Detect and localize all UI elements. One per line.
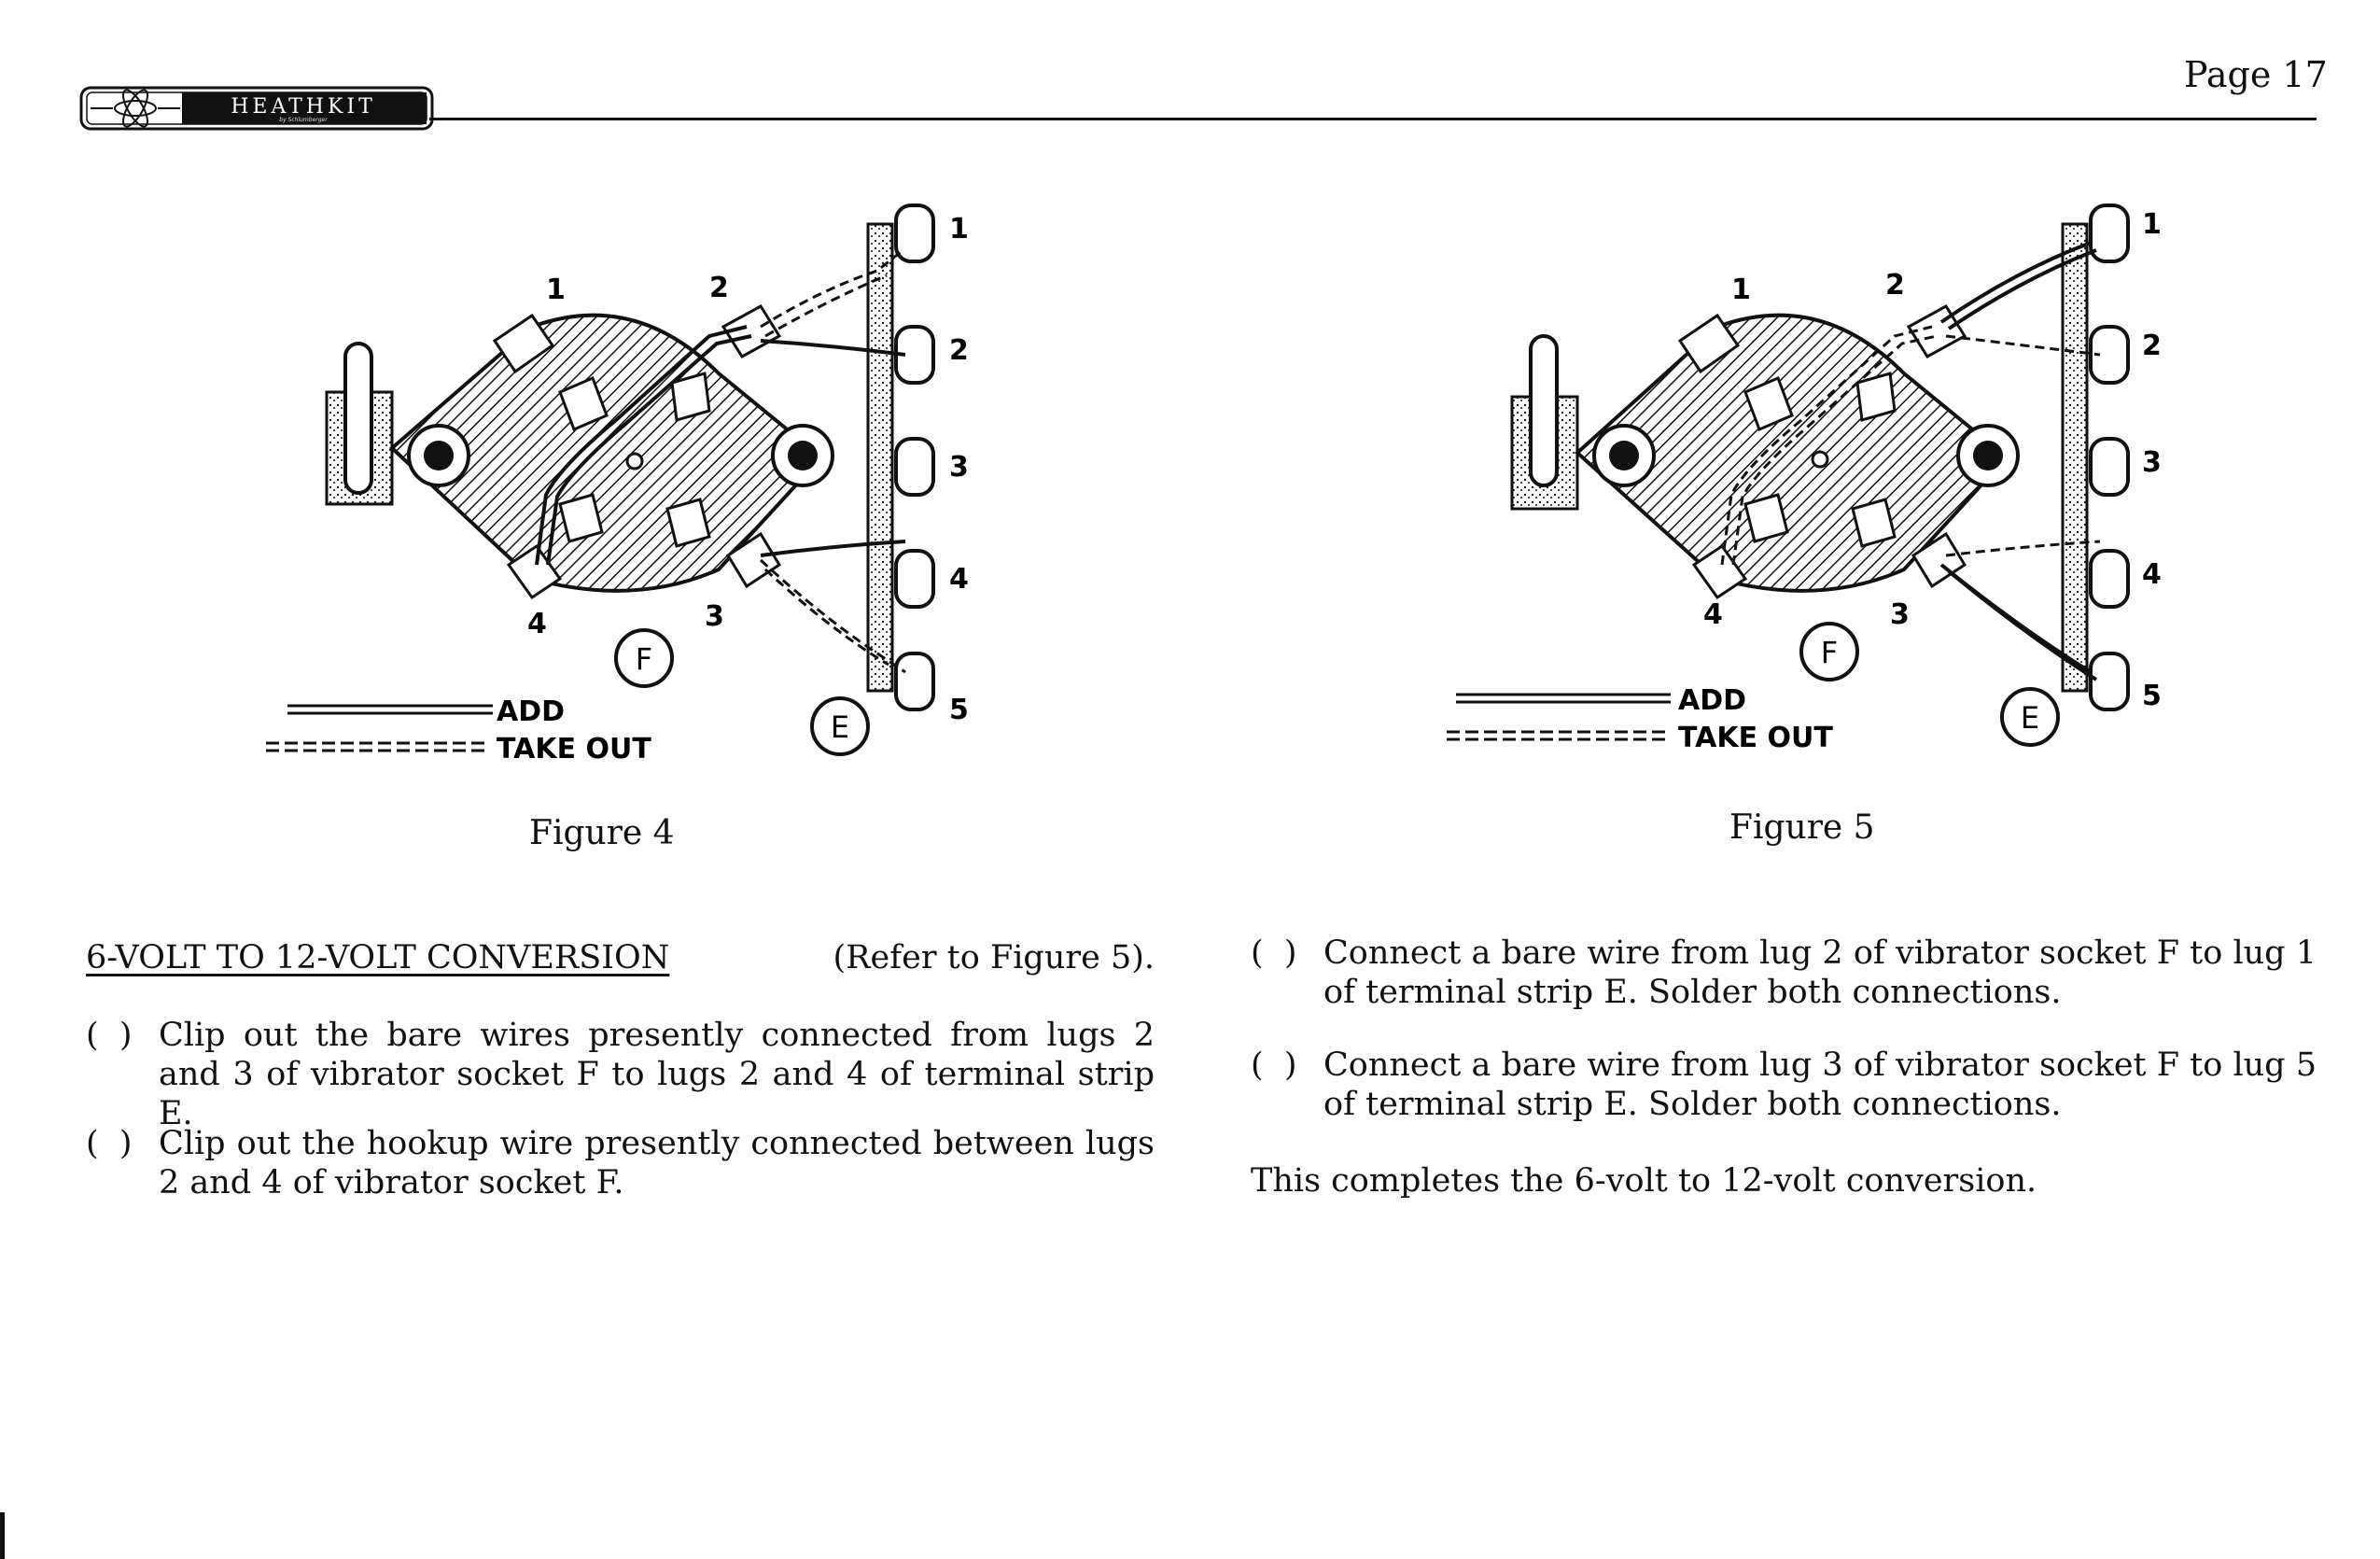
socket-lug-3-label: 3	[1890, 598, 1910, 631]
legend-add: ADD	[1678, 684, 1747, 717]
legend	[1447, 684, 1833, 754]
checkbox[interactable]: ( )	[1251, 1046, 1297, 1084]
strip-lug-2-label: 2	[949, 334, 969, 367]
legend-add: ADD	[497, 695, 566, 728]
strip-lug-4-label: 4	[949, 563, 969, 596]
instruction-item	[1251, 934, 2317, 1018]
strip-lug-1-label: 1	[2142, 208, 2162, 241]
legend	[266, 695, 651, 765]
figure-4-caption: Figure 4	[529, 814, 675, 852]
strip-lug-2-label: 2	[2142, 330, 2162, 362]
header-rule	[429, 118, 2317, 120]
strip-lug-3-label: 3	[2142, 446, 2162, 479]
section-heading: 6-VOLT TO 12-VOLT CONVERSION	[86, 939, 670, 976]
heathkit-logo	[79, 86, 434, 131]
strip-label: E	[2020, 700, 2040, 736]
strip-lug-5-label: 5	[949, 694, 969, 726]
socket-lug-1-label: 1	[1731, 274, 1751, 306]
socket-lug-1-label: 1	[546, 274, 566, 306]
section-heading-line	[86, 938, 1155, 977]
instruction-item	[86, 1124, 1155, 1208]
scan-edge-mark	[0, 1512, 5, 1559]
checkbox[interactable]: ( )	[86, 1125, 133, 1162]
instruction-text: Clip out the bare wires presently connected from lugs 2 and 3 of vibrator socket F to lugs 2 and 4 of terminal strip E.	[159, 1017, 1155, 1132]
logo-subtitle: by Schlumberger	[279, 117, 328, 123]
mounting-bracket	[327, 344, 392, 504]
strip-lug-4-label: 4	[2142, 558, 2162, 591]
closing-text: This completes the 6-volt to 12-volt conversion.	[1251, 1162, 2037, 1200]
strip-label: E	[830, 709, 850, 745]
figure-4	[224, 187, 1045, 784]
logo-brand: HEATHKIT	[231, 95, 376, 119]
figure-5	[1419, 187, 2240, 784]
socket-lug-3-label: 3	[705, 600, 724, 633]
socket-label: F	[1820, 635, 1839, 670]
terminal-strip	[868, 205, 933, 709]
legend-takeout: TAKE OUT	[1678, 722, 1833, 754]
socket-lug-4-label: 4	[527, 608, 547, 640]
checkbox[interactable]: ( )	[1251, 934, 1297, 972]
checkbox[interactable]: ( )	[86, 1017, 133, 1054]
legend-takeout: TAKE OUT	[497, 733, 651, 765]
instruction-item	[86, 1016, 1155, 1132]
figure-5-caption: Figure 5	[1729, 808, 1875, 847]
instruction-text: Connect a bare wire from lug 2 of vibrator socket F to lug 1 of terminal strip E. Solder both connections.	[1323, 934, 2317, 1011]
strip-lug-1-label: 1	[949, 213, 969, 246]
socket-label: F	[635, 641, 653, 677]
instruction-text: Connect a bare wire from lug 3 of vibrator socket F to lug 5 of terminal strip E. Solder both connections.	[1323, 1046, 2317, 1123]
instruction-item	[1251, 1046, 2317, 1130]
terminal-strip	[2063, 205, 2128, 709]
socket-lug-2-label: 2	[1885, 269, 1905, 302]
socket-lug-2-label: 2	[709, 272, 729, 304]
socket-lug-4-label: 4	[1703, 598, 1723, 631]
strip-lug-5-label: 5	[2142, 680, 2162, 712]
section-heading-ref: (Refer to Figure 5).	[833, 939, 1155, 976]
page-number: Page 17	[2184, 54, 2328, 95]
instruction-text: Clip out the hookup wire presently connected between lugs 2 and 4 of vibrator socket F.	[159, 1125, 1155, 1201]
mounting-bracket	[1512, 336, 1577, 509]
strip-lug-3-label: 3	[949, 451, 969, 484]
